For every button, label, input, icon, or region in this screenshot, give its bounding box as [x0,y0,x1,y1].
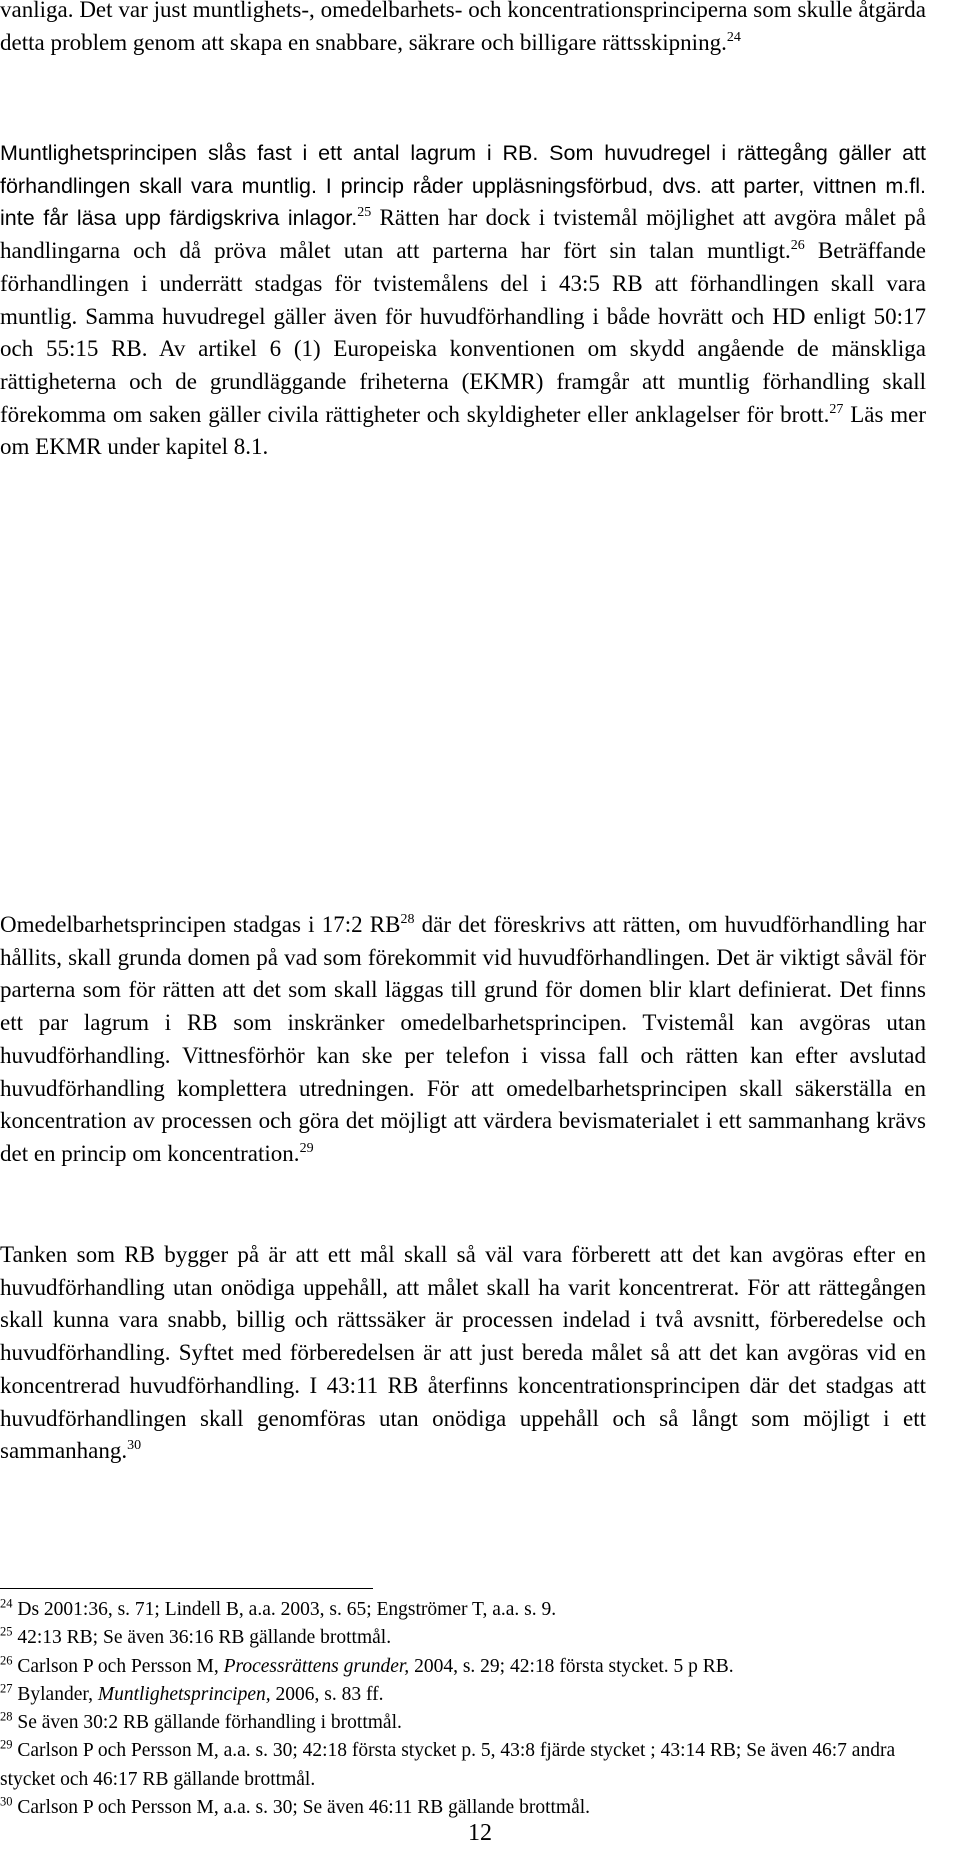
footnote-number: 24 [0,1596,13,1611]
footnote-29 [0,1737,940,1794]
footnote-24 [0,1596,940,1624]
footnote-separator [0,1588,373,1589]
footnote-text: Ds 2001:36, s. 71; Lindell B, a.a. 2003, s. 65; Engströmer T, a.a. s. 9. [17,1599,557,1620]
paragraph-1 [0,0,926,59]
footnote-number: 27 [0,1681,13,1696]
footnote-text: Carlson P och Persson M, a.a. s. 30; 42:18 första stycket p. 5, 43:8 fjärde stycket ; 43:14 RB; Se även 46:7 andra stycket och 46:17 RB gällande brottmål. [0,1740,896,1790]
footnote-text: Bylander, [17,1683,98,1705]
footnote-number: 29 [0,1737,13,1752]
footnote-ref-25[interactable]: 25 [357,205,372,221]
footnote-text: 2006, s. 83 ff. [270,1683,384,1705]
paragraph-3 [0,909,926,1171]
footnote-26 [0,1653,940,1681]
paragraph-3-text-b: där det föreskrivs att rätten, om huvudförhandling har hållits, skall grunda domen på vad som förekommit vid huvudförhandlingen. Det är viktigt såväl för parterna som för rätten att det som skall läggas till grund för domen blir klart definierat. Det finns ett par lagrum i RB som inskränker omedelbarhetsprincipen. Tvistemål kan avgöras utan huvudförhandling. Vittnesförhör kan ske per telefon i vissa fall och rätten kan efter avslutad huvudförhandling komplettera utredningen. För att omedelbarhetsprincipen skall säkerställa en koncentration av processen och göra det möjligt att värdera bevismaterialet i ett sammanhang krävs det en princip om koncentration. [0,912,926,1166]
paragraph-4 [0,1239,926,1468]
footnote-28 [0,1709,940,1737]
footnote-number: 26 [0,1653,13,1668]
paragraph-2-text-d: Läs mer om EKMR under kapitel 8.1. [0,401,927,460]
paragraph-2-text-b: Rätten har dock i tvistemål möjlighet att avgöra målet på handlingarna och då pröva målet utan att parterna har fört sin talan muntligt. [0,205,926,264]
paragraph-2 [0,137,926,464]
paragraph-1-text: vanliga. Det var just muntlighets-, omedelbarhets- och koncentrationsprinciperna som skulle åtgärda detta problem genom att skapa en snabbare, säkrare och billigare rättsskipning. [0,0,926,55]
footnote-text: Carlson P och Persson M, [17,1655,224,1677]
footnote-title: Muntlighetsprincipen, [97,1683,271,1705]
footnote-title: Processrättens grunder, [223,1655,410,1677]
footnote-ref-29[interactable]: 29 [299,1140,314,1156]
footnote-27 [0,1681,940,1709]
footnote-text: 42:13 RB; Se även 36:16 RB gällande brottmål. [17,1627,392,1649]
page-number: 12 [468,1820,492,1846]
footnote-ref-26[interactable]: 26 [790,238,805,254]
footnote-ref-27[interactable]: 27 [829,401,844,417]
footnote-ref-28[interactable]: 28 [400,911,415,927]
footnote-number: 25 [0,1624,13,1639]
footnote-ref-24[interactable]: 24 [726,29,741,45]
footnote-text: 2004, s. 29; 42:18 första stycket. 5 p RB. [409,1655,734,1677]
footnote-ref-30[interactable]: 30 [127,1438,142,1454]
paragraph-2-text-c: Beträffande förhandlingen i underrätt stadgas för tvistemålens del i 43:5 RB att förhandlingen skall vara muntlig. Samma huvudregel gäller även för huvudförhandling i både hovrätt och HD enligt 50:17 och 55:15 RB. Av artikel 6 (1) Europeiska konventionen om skydd angående de mänskliga rättigheterna och de grundläggande friheterna (EKMR) framgår att muntlig förhandling skall förekomma om saken gäller civila rättigheter och skyldigheter eller anklagelser för brott. [0,238,926,427]
footnote-number: 28 [0,1709,13,1724]
footnote-text: Carlson P och Persson M, a.a. s. 30; Se även 46:11 RB gällande brottmål. [17,1797,591,1819]
paragraph-4-text: Tanken som RB bygger på är att ett mål skall så väl vara förberett att det kan avgöras efter en huvudförhandling utan onödiga uppehåll, att målet skall ha varit koncentrerat. För att rättegången skall kunna vara snabb, billig och rättssäker är processen indelad i två avsnitt, förberedelse och huvudförhandling. Syftet med förberedelsen är att just bereda målet så att det kan avgöras vid en koncentrerad huvudförhandling. I 43:11 RB återfinns koncentrationsprincipen där det stadgas att huvudförhandlingen skall genomföras utan onödiga uppehåll och så långt som möjligt i ett sammanhang. [0,1242,926,1464]
footnote-number: 30 [0,1794,13,1809]
paragraph-3-text-a: Omedelbarhetsprincipen stadgas i 17:2 RB [0,912,401,937]
paragraph-2-text-a: Muntlighetsprincipen slås fast i ett antal lagrum i RB. Som huvudregel i rättegång gäller att förhandlingen skall vara muntlig. I princip råder uppläsningsförbud, dvs. att parter, vittnen m.fl. inte får läsa upp färdigskriva inlagor. [0,141,926,231]
footnotes [0,1596,940,1822]
footnote-25 [0,1624,940,1652]
footnote-text: Se även 30:2 RB gällande förhandling i brottmål. [17,1712,402,1734]
